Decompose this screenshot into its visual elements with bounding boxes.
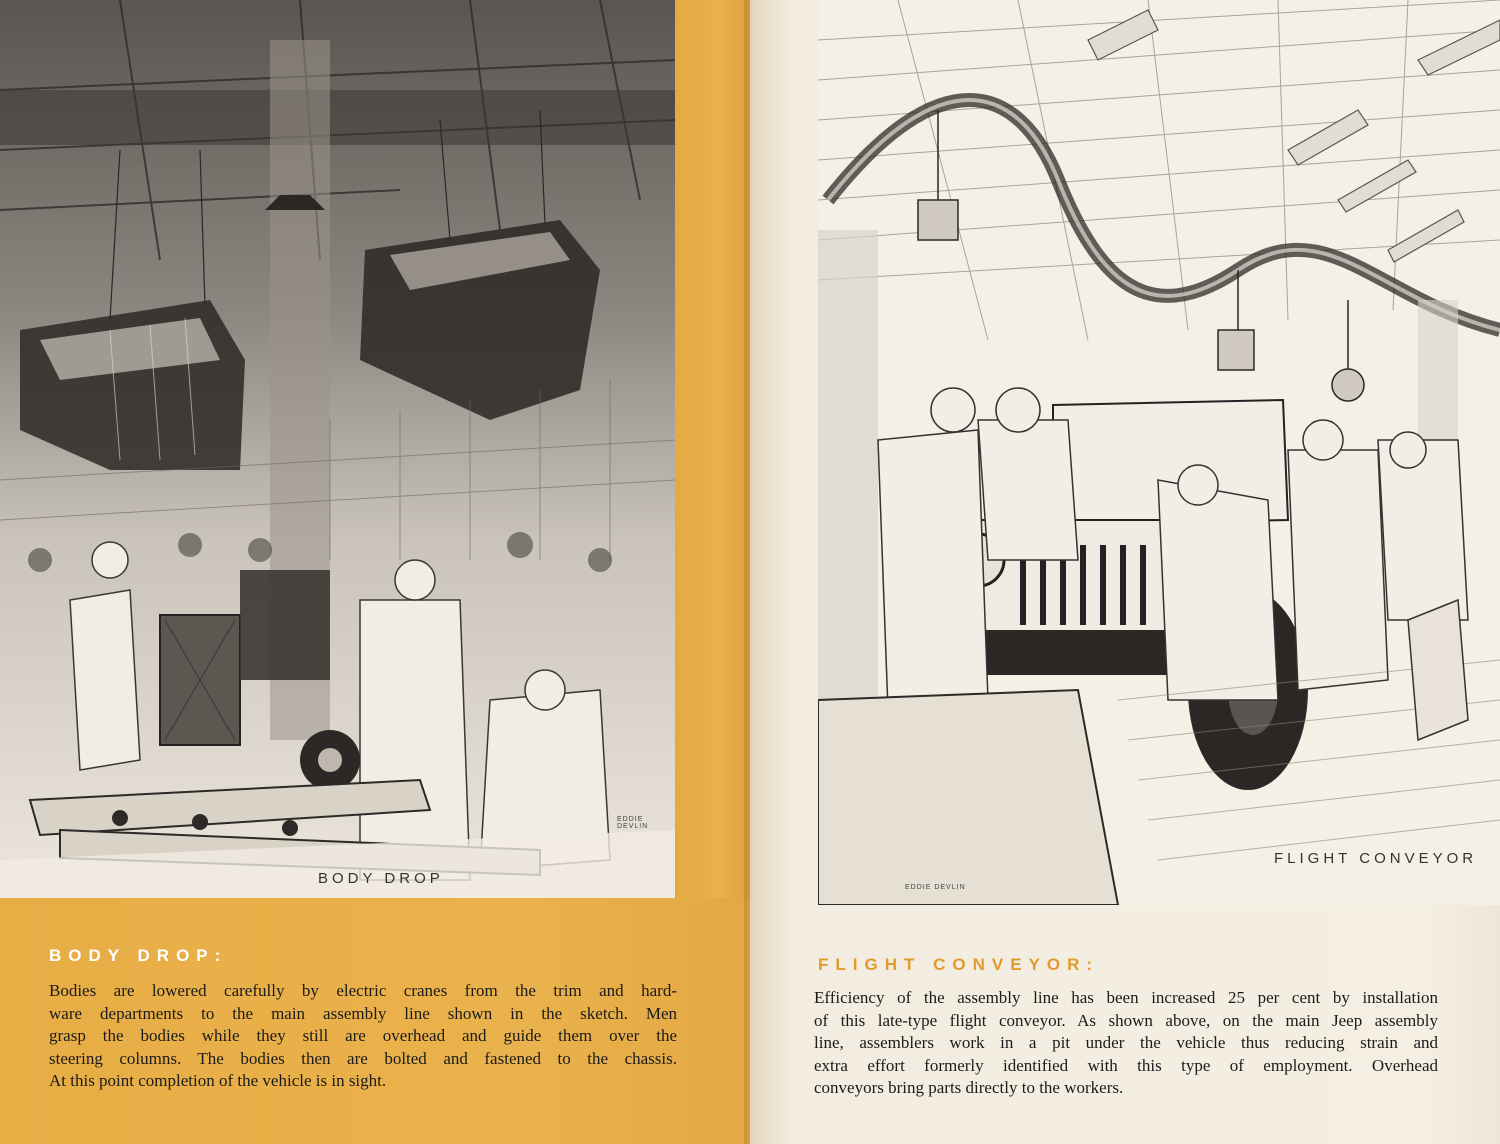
illustration-caption-body-drop: BODY DROP: [318, 870, 444, 887]
artist-signature-right: EDDIE DEVLIN: [905, 884, 966, 891]
left-page-margin: [675, 0, 750, 898]
illustration-caption-flight-conveyor: FLIGHT CONVEYOR: [1274, 850, 1478, 867]
hanging-car-body-left: [20, 300, 245, 470]
text-line: Efficiency of the assembly line has been increased 25 per cent by installation: [814, 988, 1438, 1007]
heading-flight-conveyor: FLIGHT CONVEYOR:: [818, 955, 1100, 974]
artist-signature-left: EDDIE DEVLIN: [617, 816, 649, 830]
text-line: Bodies are lowered carefully by electric cranes from the trim and hard-: [49, 981, 677, 1000]
text-line: ware departments to the main assembly line shown in the sketch. Men: [49, 1003, 677, 1023]
body-drop-description: [49, 980, 677, 1093]
heading-body-drop: BODY DROP:: [49, 946, 228, 965]
text-line: extra effort formerly identified with this type of employment. Overhead: [814, 1055, 1438, 1075]
text-line: grasp the bodies while they still are overhead and guide them over the: [49, 1026, 677, 1045]
page-fold-shadow: [744, 0, 758, 1144]
text-line: steering columns. The bodies then are bolted and fastened to the chassis.: [49, 1048, 677, 1068]
text-line: line, assemblers work in a pit under the vehicle thus reducing strain and: [814, 1033, 1438, 1052]
text-line: conveyors bring parts directly to the workers.: [814, 1078, 1124, 1097]
body-drop-illustration: [0, 0, 675, 898]
body-drop-sketch: [0, 0, 675, 898]
flight-conveyor-illustration: [818, 0, 1500, 905]
text-line: At this point completion of the vehicle is in sight.: [49, 1071, 387, 1090]
flight-conveyor-description: [814, 987, 1438, 1100]
flight-conveyor-sketch: [818, 0, 1500, 905]
text-line: of this late-type flight conveyor. As shown above, on the main Jeep assembly: [814, 1010, 1438, 1030]
